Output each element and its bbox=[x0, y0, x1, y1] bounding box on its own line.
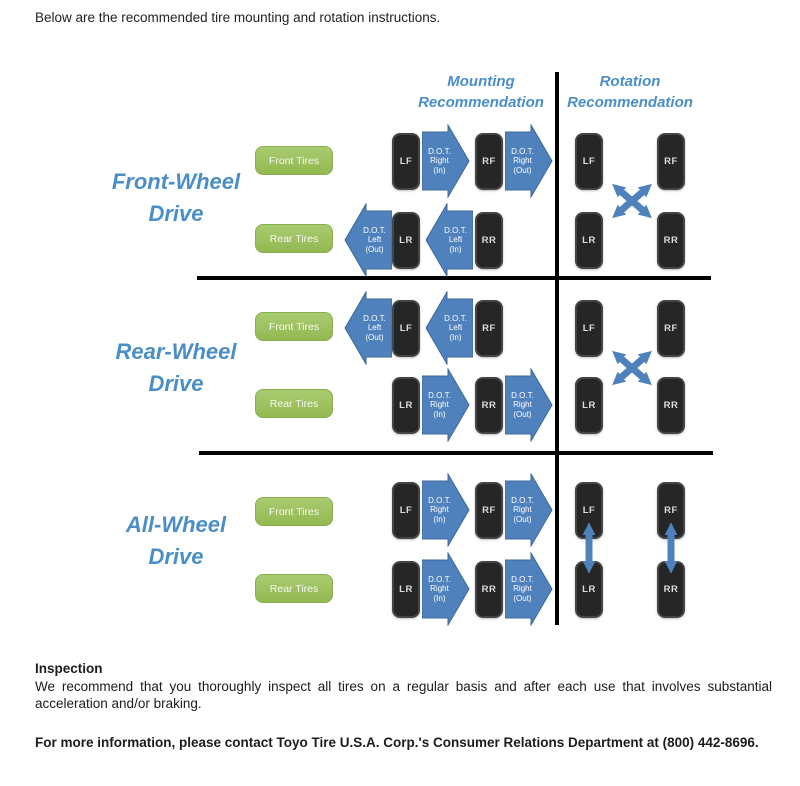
mounting-tire-lf: LF bbox=[392, 482, 420, 539]
rotation-tire-rr: RR bbox=[657, 377, 685, 434]
arrow-label: (In) bbox=[433, 514, 446, 524]
inspection-heading: Inspection bbox=[35, 661, 103, 676]
arrow-label: D.O.T. bbox=[363, 313, 386, 323]
drive-label-line1: Front-Wheel bbox=[111, 169, 241, 194]
arrow-label: Left bbox=[448, 235, 463, 245]
rotation-tire-rr: RR bbox=[657, 212, 685, 269]
front-rear-rotation-arrow-icon bbox=[580, 516, 598, 580]
arrow-label: Right bbox=[513, 156, 532, 166]
arrow-label: (Out) bbox=[513, 165, 532, 175]
mounting-tire-lr: LR bbox=[392, 377, 420, 434]
arrow-label: D.O.T. bbox=[428, 495, 451, 505]
arrow-label: D.O.T. bbox=[428, 390, 451, 400]
drive-label-line2: Drive bbox=[148, 201, 204, 226]
arrow-label: Right bbox=[430, 505, 449, 515]
front-tires-badge: Front Tires bbox=[255, 312, 333, 341]
rotation-tire-lf: LF bbox=[575, 300, 603, 357]
arrow-label: Right bbox=[430, 584, 449, 594]
arrow-label: D.O.T. bbox=[511, 146, 534, 156]
arrow-label: (Out) bbox=[513, 409, 532, 419]
rotation-tire-rf: RF bbox=[657, 482, 685, 539]
page-intro-text: Below are the recommended tire mounting and rotation instructions. bbox=[35, 10, 441, 25]
rear-tires-badge: Rear Tires bbox=[255, 389, 333, 418]
rotation-tire-lf: LF bbox=[575, 482, 603, 539]
arrow-label: Left bbox=[448, 323, 463, 333]
mounting-tire-lr: LR bbox=[392, 212, 420, 269]
mounting-tire-rf: RF bbox=[475, 133, 503, 190]
arrow-label: (In) bbox=[433, 593, 446, 603]
dot-right-out-arrow bbox=[505, 552, 553, 626]
arrow-label: (In) bbox=[433, 165, 446, 175]
mounting-header-line1: Mounting bbox=[447, 73, 515, 90]
inspection-body-text: We recommend that you thoroughly inspect all tires on a regular basis and after each use that involves substantial acceleration and/or braking. bbox=[35, 679, 772, 711]
rotation-tire-rf: RF bbox=[657, 133, 685, 190]
arrow-label: D.O.T. bbox=[511, 495, 534, 505]
arrow-label: Left bbox=[367, 323, 382, 333]
mounting-tire-lf: LF bbox=[392, 133, 420, 190]
rotation-tire-lr: LR bbox=[575, 212, 603, 269]
mounting-tire-lf: LF bbox=[392, 300, 420, 357]
drive-label-line1: All-Wheel bbox=[125, 512, 227, 537]
front-tires-badge: Front Tires bbox=[255, 497, 333, 526]
arrow-label: Right bbox=[513, 584, 532, 594]
arrow-label: D.O.T. bbox=[444, 313, 467, 323]
arrow-label: Right bbox=[513, 505, 532, 515]
mounting-tire-rr: RR bbox=[475, 561, 503, 618]
contact-info-text: For more information, please contact Toyo Tire U.S.A. Corp.'s Consumer Relations Department at (800) 442-8696. bbox=[35, 735, 759, 750]
rotation-tire-rf: RF bbox=[657, 300, 685, 357]
arrow-label: D.O.T. bbox=[428, 574, 451, 584]
rotation-tire-lr: LR bbox=[575, 561, 603, 618]
dot-right-in-arrow bbox=[422, 473, 470, 547]
arrow-label: (Out) bbox=[513, 514, 532, 524]
drive-label-line2: Drive bbox=[148, 544, 204, 569]
arrow-label: D.O.T. bbox=[444, 225, 467, 235]
mounting-tire-rf: RF bbox=[475, 482, 503, 539]
arrow-label: Right bbox=[430, 156, 449, 166]
rotation-tire-lf: LF bbox=[575, 133, 603, 190]
rear-tires-badge: Rear Tires bbox=[255, 574, 333, 603]
drive-label-line1: Rear-Wheel bbox=[115, 339, 237, 364]
drive-label bbox=[90, 509, 262, 573]
mounting-tire-rr: RR bbox=[475, 212, 503, 269]
rotation-tire-rr: RR bbox=[657, 561, 685, 618]
rotation-tire-lr: LR bbox=[575, 377, 603, 434]
arrow-label: (Out) bbox=[365, 244, 384, 254]
front-tires-badge: Front Tires bbox=[255, 146, 333, 175]
mounting-tire-rf: RF bbox=[475, 300, 503, 357]
rotation-header-line1: Rotation bbox=[599, 73, 661, 90]
mounting-tire-lr: LR bbox=[392, 561, 420, 618]
arrow-label: (In) bbox=[449, 244, 462, 254]
arrow-label: (In) bbox=[433, 409, 446, 419]
arrow-label: (Out) bbox=[513, 593, 532, 603]
arrow-label: Right bbox=[513, 400, 532, 410]
dot-right-out-arrow bbox=[505, 473, 553, 547]
front-rear-rotation-arrow-icon bbox=[662, 516, 680, 580]
dot-right-in-arrow bbox=[422, 552, 470, 626]
mounting-tire-rr: RR bbox=[475, 377, 503, 434]
arrow-label: D.O.T. bbox=[511, 390, 534, 400]
rear-tires-badge: Rear Tires bbox=[255, 224, 333, 253]
mounting-header-line2: Recommendation bbox=[418, 94, 544, 111]
arrow-label: Right bbox=[430, 400, 449, 410]
arrow-label: (Out) bbox=[365, 332, 384, 342]
drive-label-line2: Drive bbox=[148, 371, 204, 396]
arrow-label: Left bbox=[367, 235, 382, 245]
arrow-label: D.O.T. bbox=[511, 574, 534, 584]
arrow-label: D.O.T. bbox=[428, 146, 451, 156]
arrow-label: D.O.T. bbox=[363, 225, 386, 235]
rotation-header-line2: Recommendation bbox=[567, 94, 693, 111]
arrow-label: (In) bbox=[449, 332, 462, 342]
